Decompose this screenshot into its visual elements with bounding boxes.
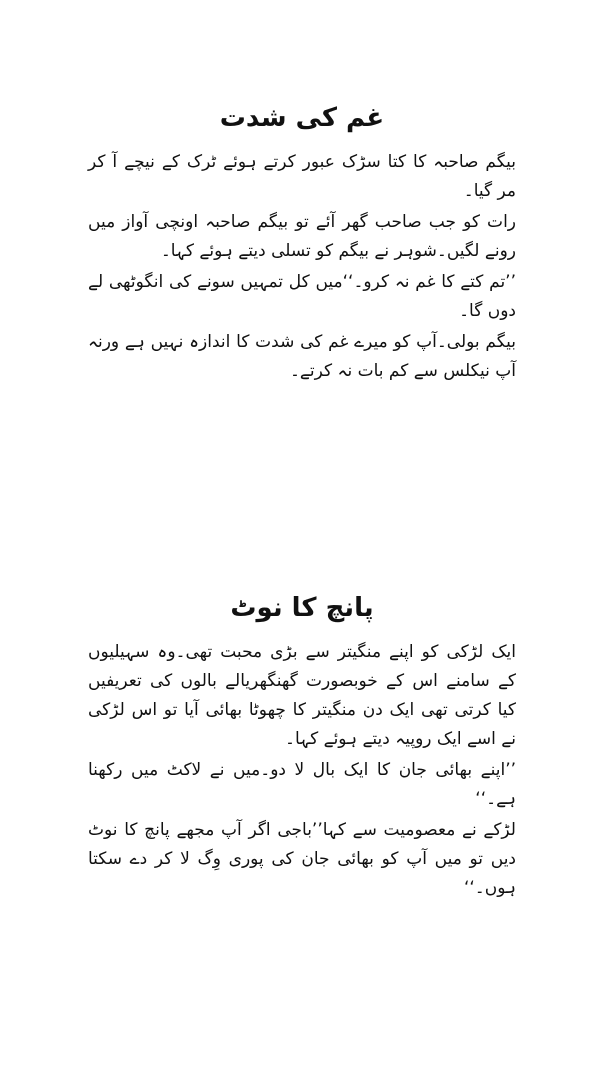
story-paragraph: لڑکے نے معصومیت سے کہا’’باجی اگر آپ مجھے پانچ کا نوٹ دیں تو میں آپ کو بھائی جان کی پوری وِگ لا کر دے سکتا ہوں۔‘‘ <box>88 820 516 898</box>
story-paanch-ka-note <box>88 588 516 905</box>
story-title: غم کی شدت <box>219 103 385 133</box>
story-paragraph: رات کو جب صاحب گھر آئے تو بیگم صاحبہ اونچی آواز میں رونے لگیں۔شوہر نے بیگم کو تسلی دیتے ہوئے کہا۔ <box>88 212 516 261</box>
story-paragraph: بیگم صاحبہ کا کتا سڑک عبور کرتے ہوئے ٹرک کے نیچے آ کر مر گیا۔ <box>88 152 516 201</box>
story-paragraph: ایک لڑکی کو اپنے منگیتر سے بڑی محبت تھی۔وہ سہیلیوں کے سامنے اس کے خوبصورت گھنگھریالے بالوں کی تعریفیں کیا کرتی تھی ایک دن منگیتر کا چھوٹا بھائی آیا تو اس لڑکی نے اسے ایک روپیہ دیتے ہوئے کہا۔ <box>88 642 516 749</box>
story-title: پانچ کا نوٹ <box>230 593 374 623</box>
story-paragraph: ’’تم کتے کا غم نہ کرو۔‘‘میں کل تمہیں سونے کی انگوٹھی لے دوں گا۔ <box>88 272 516 321</box>
story-paragraph: بیگم بولی۔آپ کو میرے غم کی شدت کا اندازہ نہیں ہے ورنہ آپ نیکلس سے کم بات نہ کرتے۔ <box>88 332 516 381</box>
story-ghum-ki-shiddat <box>88 98 516 388</box>
story-paragraph: ’’اپنے بھائی جان کا ایک بال لا دو۔میں نے لاکٹ میں رکھنا ہے۔‘‘ <box>88 760 516 809</box>
